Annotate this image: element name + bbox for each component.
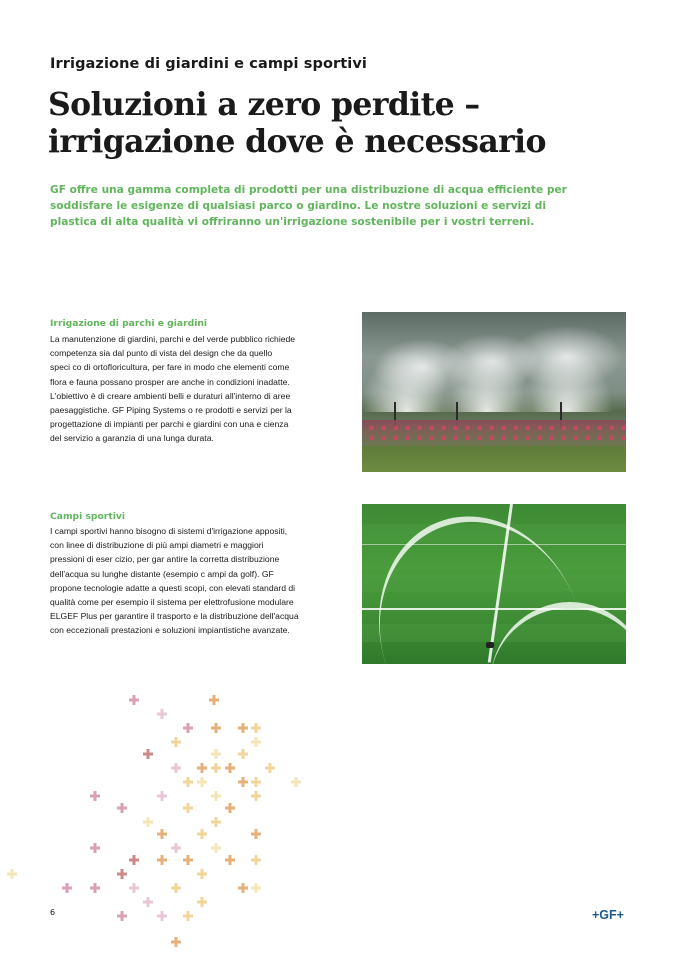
decorative-cross bbox=[291, 777, 301, 787]
body-line: flora e fauna possano prosper are anche in condizioni inadatte. bbox=[50, 376, 290, 387]
decorative-cross bbox=[129, 855, 139, 865]
body-line: con linee di distribuzione di più ampi diametri e maggiori bbox=[50, 540, 264, 551]
body-line: ELGEF Plus per garantire il trasporto e la distribuzione dell'acqua bbox=[50, 611, 299, 622]
decorative-cross bbox=[238, 749, 248, 759]
decorative-cross bbox=[197, 869, 207, 879]
sprinkler-head bbox=[486, 642, 494, 648]
decorative-cross bbox=[7, 869, 17, 879]
body-line: pressioni di eser cizio, per gar antire la corretta distribuzione bbox=[50, 554, 280, 565]
decorative-cross bbox=[251, 723, 261, 733]
body-line: dell'acqua su lunghe distante (esempio c ampi da golf). GF bbox=[50, 568, 274, 579]
decorative-cross bbox=[183, 723, 193, 733]
decorative-cross bbox=[197, 763, 207, 773]
decorative-cross bbox=[251, 777, 261, 787]
decorative-cross bbox=[171, 883, 181, 893]
decorative-cross bbox=[117, 803, 127, 813]
lawn bbox=[362, 446, 626, 472]
section-body-parks bbox=[50, 332, 325, 446]
decorative-cross bbox=[211, 723, 221, 733]
lead-line: plastica di alta qualità vi offriranno un'irrigazione sostenibile per i vostri terreni. bbox=[50, 216, 535, 228]
body-line: L'obiettivo è di creare ambienti belli e duraturi all'interno di aree bbox=[50, 390, 291, 401]
decorative-cross bbox=[129, 695, 139, 705]
decorative-cross bbox=[211, 749, 221, 759]
decorative-cross bbox=[171, 763, 181, 773]
decorative-cross bbox=[117, 911, 127, 921]
body-line: progettazione di impianti per parchi e giardini con una e cienza bbox=[50, 419, 289, 430]
decorative-cross bbox=[143, 897, 153, 907]
gf-logo: +GF+ bbox=[592, 908, 624, 922]
decorative-cross bbox=[238, 777, 248, 787]
decorative-cross bbox=[90, 791, 100, 801]
page-title-line-1: Soluzioni a zero perdite – bbox=[48, 86, 480, 123]
decorative-cross bbox=[197, 897, 207, 907]
decorative-cross bbox=[225, 855, 235, 865]
decorative-cross bbox=[209, 695, 219, 705]
page-title-line-2: irrigazione dove è necessario bbox=[48, 123, 546, 160]
decorative-cross bbox=[143, 817, 153, 827]
decorative-cross bbox=[238, 883, 248, 893]
decorative-cross bbox=[238, 723, 248, 733]
decorative-cross bbox=[143, 749, 153, 759]
decorative-cross bbox=[183, 911, 193, 921]
section-title-sports: Campi sportivi bbox=[50, 511, 126, 522]
body-line: competenza sia dal punto di vista del design che da quello bbox=[50, 348, 273, 359]
decorative-cross bbox=[157, 855, 167, 865]
decorative-cross bbox=[157, 709, 167, 719]
decorative-cross bbox=[157, 911, 167, 921]
body-line: paesaggistiche. GF Piping Systems o re prodotti e servizi per la bbox=[50, 405, 292, 416]
decorative-cross bbox=[197, 777, 207, 787]
flower-bed bbox=[362, 420, 626, 446]
decorative-cross bbox=[251, 737, 261, 747]
decorative-cross bbox=[171, 937, 181, 947]
decorative-cross bbox=[211, 817, 221, 827]
body-line: del servizio a garanzia di una lunga durata. bbox=[50, 433, 214, 444]
decorative-cross bbox=[90, 883, 100, 893]
sprinkler-spray bbox=[522, 350, 612, 412]
decorative-cross bbox=[251, 829, 261, 839]
decorative-cross bbox=[117, 869, 127, 879]
decorative-cross bbox=[90, 843, 100, 853]
decorative-cross bbox=[183, 777, 193, 787]
decorative-cross bbox=[157, 791, 167, 801]
decorative-cross bbox=[211, 843, 221, 853]
body-line: propone tecnologie adatte a questi scopi, con elevati standard di bbox=[50, 582, 296, 593]
body-line: qualità come per esempio il sistema per elettrofusione modulare bbox=[50, 597, 294, 608]
page-title bbox=[48, 86, 648, 160]
decorative-cross bbox=[183, 855, 193, 865]
body-line: La manutenzione di giardini, parchi e del verde pubblico richiede bbox=[50, 334, 296, 344]
decorative-cross bbox=[265, 763, 275, 773]
section-title-parks: Irrigazione di parchi e giardini bbox=[50, 318, 208, 329]
decorative-cross bbox=[211, 763, 221, 773]
decorative-cross bbox=[171, 843, 181, 853]
body-line: speci co di ortofloricultura, per fare in modo che elementi come bbox=[50, 362, 290, 373]
decorative-cross bbox=[197, 829, 207, 839]
section-kicker: Irrigazione di giardini e campi sportivi bbox=[50, 56, 367, 72]
page-number: 6 bbox=[50, 908, 56, 917]
lead-line: soddisfare le esigenze di qualsiasi parco o giardino. Le nostre soluzioni e servizi di bbox=[50, 200, 546, 212]
decorative-cross bbox=[62, 883, 72, 893]
body-line: con eccezionali prestazioni e soluzioni impiantistiche avanzate. bbox=[50, 625, 290, 636]
decorative-cross bbox=[251, 883, 261, 893]
decorative-cross bbox=[183, 803, 193, 813]
lead-paragraph bbox=[50, 182, 567, 230]
decorative-cross bbox=[157, 829, 167, 839]
decorative-cross bbox=[129, 883, 139, 893]
decorative-cross bbox=[251, 791, 261, 801]
decorative-cross bbox=[171, 737, 181, 747]
sprinkler-spray bbox=[362, 350, 452, 412]
body-line: I campi sportivi hanno bisogno di sistemi d'irrigazione appositi, bbox=[50, 526, 288, 536]
decorative-cross bbox=[225, 803, 235, 813]
park-sprinklers-photo bbox=[362, 312, 626, 472]
section-body-sports bbox=[50, 524, 325, 638]
decorative-cross bbox=[251, 855, 261, 865]
decorative-cross bbox=[225, 763, 235, 773]
lead-line: GF offre una gamma completa di prodotti per una distribuzione di acqua efficiente per bbox=[50, 184, 567, 196]
sports-field-sprinkler-photo bbox=[362, 504, 626, 664]
decorative-cross bbox=[211, 791, 221, 801]
